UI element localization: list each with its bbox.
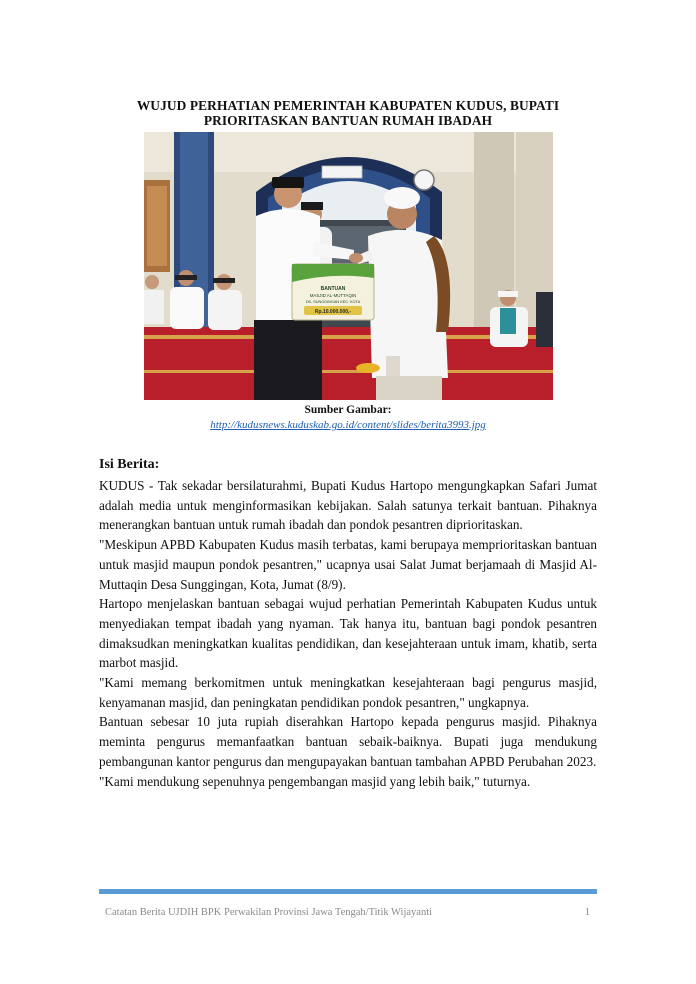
title-line-2: PRIORITASKAN BANTUAN RUMAH IBADAH — [203, 113, 493, 128]
paragraph-1: KUDUS - Tak sekadar bersilaturahmi, Bupati Kudus Hartopo mengungkapkan Safari Jumat adalah media untuk menginformasikan kebijakan. Salah satunya terkait bantuan. Pihaknya menerangkan bantuan untuk rumah ibadah dan pondok pesantren diprioritaskan. — [99, 478, 597, 533]
content-heading: Isi Berita: — [99, 457, 160, 472]
paragraph-6: "Kami mendukung sepenuhnya pengembangan masjid yang lebih baik," tuturnya. — [99, 773, 531, 789]
paragraph-2: "Meskipun APBD Kabupaten Kudus masih terbatas, kami berupaya memprioritaskan bantuan untuk masjid maupun pondok pesantren," ucapnya usai Salat Jumat berjamaah di Masjid Al-Muttaqin Desa Sunggingan, Kota, Jumat (8/9). — [99, 537, 597, 592]
document-title — [80, 98, 616, 128]
footer-divider — [99, 889, 597, 894]
placard-line-2: MASJID AL-MUTTAQIN — [309, 293, 357, 298]
paragraph-5: Bantuan sebesar 10 juta rupiah diserahkan Hartopo kepada pengurus masjid. Pihaknya meminta pengurus memanfaatkan bantuan sebaik-baiknya. Bupati juga mendukung pembangunan kantor pengurus dan mengupayakan bantuan tambahan APBD Perubahan 2023. — [99, 714, 597, 769]
footer-text: Catatan Berita UJDIH BPK Perwakilan Provinsi Jawa Tengah/Titik Wijayanti — [105, 907, 433, 918]
placard-amount: Rp.10.000.000,- — [314, 309, 352, 315]
news-body — [99, 455, 597, 791]
paragraph-3: Hartopo menjelaskan bantuan sebagai wujud perhatian Pemerintah Kabupaten Kudus untuk menyediakan tempat ibadah yang nyaman. Tak hanya itu, bantuan bagi pondok pesantren dimaksudkan meningkatkan kualitas pendidikan, dan kesejahteraan untuk imam, khatib, serta marbot masjid. — [99, 596, 597, 671]
paragraph-4: "Kami memang berkomitmen untuk meningkatkan kesejahteraan bagi pengurus masjid, kenyamanan masjid, dan peningkatan pendidikan pondok pesantren," ungkapnya. — [99, 675, 597, 710]
page-number: 1 — [584, 907, 590, 918]
news-photo — [144, 132, 553, 400]
image-source-link[interactable]: http://kudusnews.kuduskab.go.id/content/slides/berita3993.jpg — [210, 419, 486, 431]
image-source-label: Sumber Gambar: — [304, 404, 392, 416]
placard-line-3: DS. SUNGGINGAN KEC. KOTA — [305, 300, 361, 304]
title-line-1: WUJUD PERHATIAN PEMERINTAH KABUPATEN KUDUS, BUPATI — [136, 98, 560, 113]
placard-line-1: BANTUAN — [320, 286, 346, 292]
